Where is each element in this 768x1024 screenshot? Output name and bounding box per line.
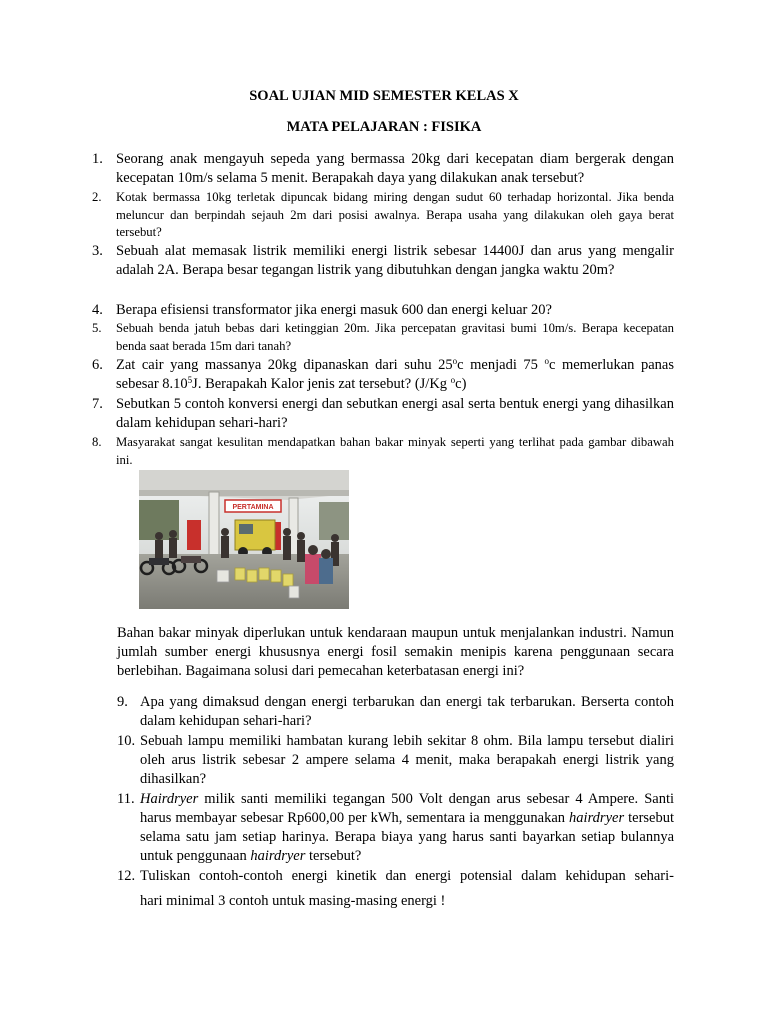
question-text: Sebuah benda jatuh bebas dari ketinggian 20m. Jika percepatan gravitasi bumi 10m/s. Berapa kecepatan benda saat berada 15m dari tanah? <box>116 321 674 353</box>
question-number: 12. <box>117 868 136 884</box>
question-number: 8. <box>92 435 102 449</box>
question-number: 10. <box>117 733 136 749</box>
question-text: Kotak bermassa 10kg terletak dipuncak bidang miring dengan sudut 60 terhadap horizontal. Jika benda meluncur dan berpindah sejauh 2m dari posisi awalnya. Berapa usaha yang dilakukan oleh gaya berat tersebut? <box>116 190 674 239</box>
question-number: 2. <box>92 190 102 204</box>
question-text: Sebutkan 5 contoh konversi energi dan sebutkan energi asal serta bentuk energi yang dihasilkan dalam kehidupan sehari-hari? <box>116 396 674 431</box>
question-2 <box>92 189 674 242</box>
exam-title: SOAL UJIAN MID SEMESTER KELAS X <box>249 88 519 104</box>
gas-station-photo <box>139 470 349 609</box>
question-5 <box>92 320 674 355</box>
question-number: 3. <box>92 243 103 259</box>
question-number: 4. <box>92 302 103 318</box>
question-number: 7. <box>92 396 103 412</box>
question-number: 9. <box>117 694 128 710</box>
question-text: Zat cair yang massanya 20kg dipanaskan dari suhu 25$^o$c menjadi 75 $^o$c memerlukan panas sebesar 8.10$^5$J. Berapakah Kalor jenis zat tersebut? (J/Kg $^o$c) <box>116 356 674 392</box>
question-12-continued <box>117 892 674 911</box>
question-text: Apa yang dimaksud dengan energi terbarukan dan energi tak terbarukan. Berserta contoh dalam kehidupan sehari-hari? <box>140 694 674 729</box>
passage-text: Bahan bakar minyak diperlukan untuk kendaraan maupun untuk menjalankan industri. Namun jumlah sumber energi khususnya energi fosil semakin menipis karena penggunaan secara berlebihan. Bagaimana solusi dari pemecahan keterbatasan energi ini? <box>117 625 674 679</box>
question-text: Sebuah alat memasak listrik memiliki energi listrik sebesar 14400J dan arus yang mengalir adalah 2A. Berapa besar tegangan listrik yang dibutuhkan dengan jangka waktu 20m? <box>116 243 674 278</box>
question-12 <box>117 867 674 886</box>
question-number: 11. <box>117 791 135 807</box>
question-1 <box>92 150 674 188</box>
question-7 <box>92 395 674 433</box>
question-8 <box>92 434 674 469</box>
question-text: Masyarakat sangat kesulitan mendapatkan bahan bakar minyak seperti yang terlihat pada gambar dibawah ini. <box>116 435 674 467</box>
question-9 <box>117 693 674 731</box>
question-text: Hairdryer milik santi memiliki tegangan 500 Volt dengan arus sebesar 4 Ampere. Santi harus membayar sebesar Rp600,00 per kWh, sementara ia menggunakan hairdryer tersebut selama satu jam setiap harinya. Berapa biaya yang harus santi bayarkan setiap bulannya untuk penggunaan hairdryer tersebut? <box>140 791 675 864</box>
question-11 <box>117 790 674 866</box>
question-6 <box>92 356 674 394</box>
question-text: Seorang anak mengayuh sepeda yang bermassa 20kg dari kecepatan diam bergerak dengan kecepatan 10m/s selama 5 menit. Berapakah daya yang dilakukan anak tersebut? <box>116 151 674 186</box>
fuel-queue-illustration <box>139 470 349 609</box>
question-text: Sebuah lampu memiliki hambatan kurang lebih sekitar 8 ohm. Bila lampu tersebut dialiri oleh arus listrik sebesar 2 ampere selama 4 menit, maka berapakah energi listrik yang dihasilkan? <box>140 733 674 787</box>
question-3 <box>92 242 674 280</box>
subject-title: MATA PELAJARAN : FISIKA <box>286 119 482 135</box>
question-text-line-1: Tuliskan contoh-contoh energi kinetik dan energi potensial dalam kehidupan sehari- <box>140 868 674 884</box>
question-text-line-2: hari minimal 3 contoh untuk masing-masing energi ! <box>140 893 446 909</box>
question-text: Berapa efisiensi transformator jika energi masuk 600 dan energi keluar 20? <box>116 302 552 318</box>
question-number: 5. <box>92 321 102 335</box>
question-number: 6. <box>92 357 103 373</box>
station-sign: PERTAMINA <box>232 504 274 511</box>
question-4 <box>92 301 674 320</box>
question-number: 1. <box>92 151 103 167</box>
question-10 <box>117 732 674 789</box>
